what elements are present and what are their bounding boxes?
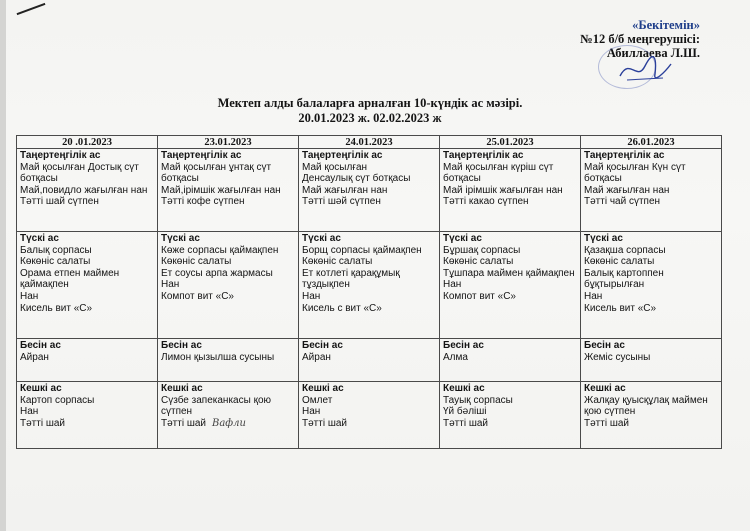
dish: Айран	[20, 351, 49, 363]
dish: Нан	[161, 279, 180, 291]
meal-heading: Түскі ас	[302, 233, 341, 244]
dish: Көже сорпасы қаймақпен	[161, 244, 279, 256]
meal-heading: Түскі ас	[161, 233, 200, 244]
date-header: 26.01.2023	[581, 136, 722, 149]
dish: Нан	[302, 406, 321, 418]
dish: Компот вит «С»	[161, 290, 234, 302]
dish: Тәтті кофе сүтпен	[161, 196, 245, 208]
dish: Тәтті шай	[443, 417, 488, 429]
meal-heading: Түскі ас	[443, 233, 482, 244]
dish: Тәтті шәй сүтпен	[302, 196, 381, 208]
menu-cell	[581, 339, 722, 382]
dish: Компот вит «С»	[443, 290, 516, 302]
dish: Сүзбе запеканкасы қою сүтпен	[161, 394, 272, 418]
meal-heading: Бесін ас	[20, 340, 61, 351]
dish: Тұшпара маймен қаймақпен	[443, 267, 575, 279]
dish: Май қосылған	[302, 161, 368, 173]
dish: Май,повидло жағылған нан	[20, 184, 148, 196]
dish: Балық сорпасы	[20, 244, 92, 256]
menu-cell	[17, 382, 158, 449]
menu-cell	[440, 232, 581, 339]
dish: Нан	[20, 290, 39, 302]
dish: Көкөніс салаты	[443, 256, 514, 268]
dish: Тәтті шай сүтпен	[20, 196, 99, 208]
menu-cell	[299, 382, 440, 449]
date-header: 25.01.2023	[440, 136, 581, 149]
dish: Нан	[302, 290, 321, 302]
dish: Көкөніс салаты	[584, 256, 655, 268]
dish: Май ірімшік жағылған нан	[443, 184, 563, 196]
dish: Тәтті шай	[302, 417, 347, 429]
menu-cell	[17, 232, 158, 339]
dish: Лимон қызылша сусыны	[161, 351, 275, 363]
menu-cell	[581, 382, 722, 449]
lunch-row	[17, 232, 722, 339]
menu-cell	[440, 149, 581, 232]
dish: Тәтті какао сүтпен	[443, 196, 529, 208]
dish: Май қосылған күріш сүт ботқасы	[443, 161, 554, 185]
dish: Бұршақ сорпасы	[443, 244, 521, 256]
meal-heading: Кешкі ас	[302, 383, 344, 394]
menu-cell	[440, 339, 581, 382]
dish: Жеміс сусыны	[584, 351, 651, 363]
dish: Көкөніс салаты	[161, 256, 232, 268]
dish: Жалқау қуысқұлақ маймен қою сүтпен	[584, 394, 708, 418]
meal-heading: Кешкі ас	[20, 383, 62, 394]
menu-cell	[440, 382, 581, 449]
dish: Үй бәліші	[443, 406, 487, 418]
meal-heading: Таңертеңгілік ас	[443, 150, 524, 161]
menu-cell	[299, 339, 440, 382]
meal-heading: Кешкі ас	[584, 383, 626, 394]
meal-heading: Кешкі ас	[161, 383, 203, 394]
meal-heading: Таңертеңгілік ас	[584, 150, 665, 161]
meal-heading: Бесін ас	[161, 340, 202, 351]
approval-name: Абиллаева Л.Ш.	[606, 46, 700, 60]
dish: Тауық сорпасы	[443, 394, 513, 406]
dish-with-note	[161, 418, 295, 430]
menu-period: 20.01.2023 ж. 02.02.2023 ж	[298, 111, 442, 125]
dish: Тәтті шай	[161, 417, 206, 429]
dish: Тәтті шай	[584, 417, 629, 429]
dish: Орама етпен маймен қаймақпен	[20, 267, 120, 291]
pen-mark	[17, 3, 46, 15]
meal-heading: Таңертеңгілік ас	[302, 150, 383, 161]
menu-cell	[158, 232, 299, 339]
dish: Балық картоппен бұқтырылған	[584, 267, 664, 291]
dish: Кисель вит «С»	[584, 302, 657, 314]
dish: Кисель вит «С»	[20, 302, 93, 314]
dish: Май қосылған Достық сүт ботқасы	[20, 161, 139, 185]
dish: Май,ірімшік жағылған нан	[161, 184, 281, 196]
menu-cell	[299, 149, 440, 232]
dish: Нан	[443, 279, 462, 291]
signature-icon	[615, 52, 675, 88]
dish: Қазақша сорпасы	[584, 244, 666, 256]
dish: Көкөніс салаты	[302, 256, 373, 268]
menu-cell	[158, 382, 299, 449]
handwritten-note: Вафли	[212, 417, 246, 429]
menu-title: Мектеп алды балаларға арналған 10-күндік ас мәзірі.	[217, 96, 523, 110]
meal-heading: Бесін ас	[584, 340, 625, 351]
dish: Нан	[20, 406, 39, 418]
meal-heading: Түскі ас	[20, 233, 59, 244]
dish: Нан	[584, 290, 603, 302]
dish: Денсаулық сүт ботқасы	[302, 173, 411, 185]
date-header: 20 .01.2023	[17, 136, 158, 149]
approval-heading: «Бекітемін»	[632, 18, 700, 32]
dish: Ет соусы арпа жармасы	[161, 267, 273, 279]
date-header-row	[17, 136, 722, 149]
approval-position: №12 б/б меңгерушісі:	[580, 32, 700, 46]
menu-cell	[299, 232, 440, 339]
meal-heading: Бесін ас	[302, 340, 343, 351]
meal-heading: Түскі ас	[584, 233, 623, 244]
dish: Май қосылған ұнтақ сүт ботқасы	[161, 161, 272, 185]
menu-cell	[17, 339, 158, 382]
dish: Алма	[443, 351, 468, 363]
dish: Кисель с вит «С»	[302, 302, 382, 314]
dish: Айран	[302, 351, 331, 363]
menu-cell	[581, 232, 722, 339]
dish: Ет котлеті қарақұмық тұздықпен	[302, 267, 400, 291]
afternoon-snack-row	[17, 339, 722, 382]
meal-heading: Кешкі ас	[443, 383, 485, 394]
dinner-row	[17, 382, 722, 449]
date-header: 23.01.2023	[158, 136, 299, 149]
dish: Көкөніс салаты	[20, 256, 91, 268]
breakfast-row	[17, 149, 722, 232]
dish: Картоп сорпасы	[20, 394, 95, 406]
meal-heading: Бесін ас	[443, 340, 484, 351]
dish: Омлет	[302, 394, 333, 406]
menu-cell	[17, 149, 158, 232]
menu-cell	[158, 339, 299, 382]
dish: Тәтті шай	[20, 417, 65, 429]
dish: Май жағылған нан	[584, 184, 670, 196]
date-header: 24.01.2023	[299, 136, 440, 149]
menu-table	[16, 135, 722, 449]
dish: Борщ сорпасы қаймақпен	[302, 244, 422, 256]
menu-cell	[158, 149, 299, 232]
dish: Май қосылған Күн сүт ботқасы	[584, 161, 686, 185]
dish: Май жағылған нан	[302, 184, 388, 196]
meal-heading: Таңертеңгілік ас	[20, 150, 101, 161]
dish: Тәтті чай сүтпен	[584, 196, 661, 208]
meal-heading: Таңертеңгілік ас	[161, 150, 242, 161]
menu-cell	[581, 149, 722, 232]
